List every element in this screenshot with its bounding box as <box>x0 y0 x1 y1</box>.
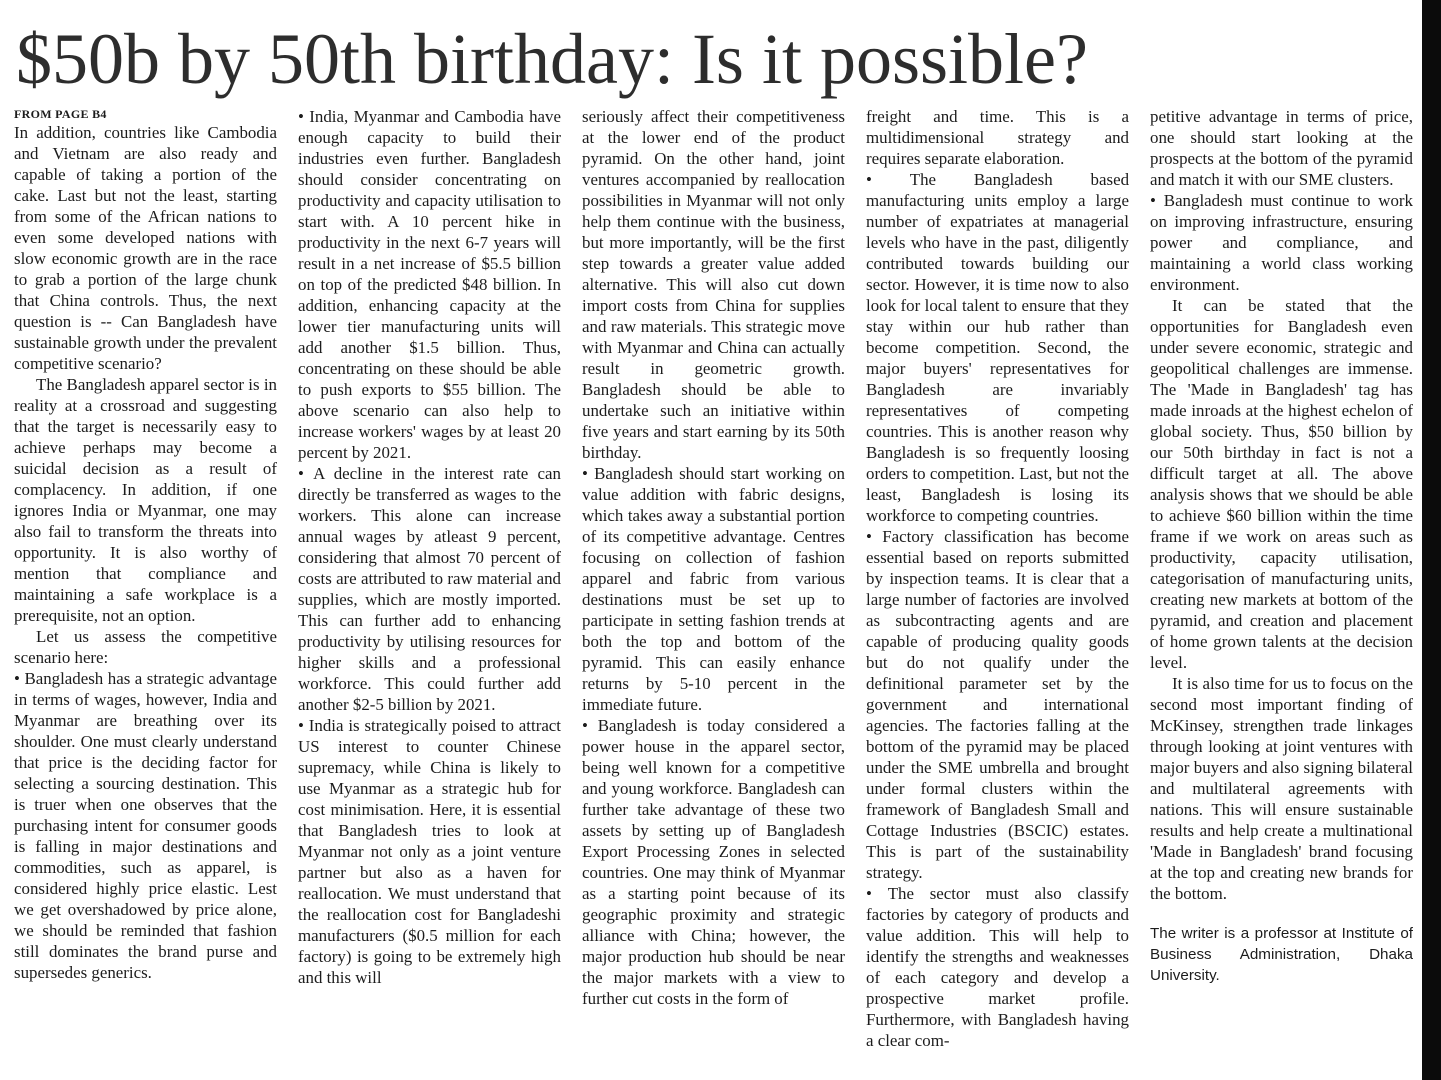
bullet-paragraph: • Bangladesh has a strategic advantage in terms of wages, however, India and Myanmar are breathing over its shoulder. One must clearly understand that price is the deciding factor for selecting a sourcing destination. This is truer when one observes that the purchasing intent for consumer goods is falling in major destinations and commodities, such as apparel, is considered highly price elastic. Lest we get overshadowed by price alone, we should be reminded that fashion still dominates the brand purse and supersedes generics. <box>14 668 277 983</box>
bullet-paragraph: • Bangladesh is today considered a power house in the apparel sector, being well known for a competitive and young workforce. Bangladesh can further take advantage of these two assets by setting up of Bangladesh Export Processing Zones in selected countries. One may think of Myanmar as a starting point because of its geographic proximity and strategic alliance with China; however, the major production hub should be near the major markets with a view to further cut costs in the form of <box>582 715 845 1009</box>
article-paragraph: It is also time for us to focus on the second most important finding of McKinsey, strengthen trade linkages through looking at joint ventures with major buyers and also signing bilateral and multilateral agreements with nations. This will ensure sustainable results and help create a multinational 'Made in Bangladesh' brand focusing at the top and creating new brands for the bottom. <box>1150 674 1413 903</box>
article-column-4 <box>866 106 1129 1051</box>
article-column-3 <box>582 106 845 1009</box>
bullet-paragraph: • India, Myanmar and Cambodia have enough capacity to build their industries even further. Bangladesh should consider concentrating on productivity and capacity utilisation to start with. A 10 percent hike in productivity in the next 6-7 years will result in a net increase of $5.5 billion on top of the predicted $48 billion. In addition, enhancing capacity at the lower tier manufacturing units will add another $1.5 billion. Thus, concentrating on these should be able to push exports to $55 billion. The above scenario can also help to increase workers' wages by at least 20 percent by 2021. <box>298 106 561 463</box>
article-paragraph: Let us assess the competitive scenario here: <box>14 627 277 667</box>
article-paragraph: The Bangladesh apparel sector is in reality at a crossroad and suggesting that the target is necessarily easy to achieve perhaps may become a suicidal decision as a result of complacency. In addition, if one ignores India or Myanmar, one may also fail to transform the threats into opportunity. It is also worthy of mention that compliance and maintaining a safe workplace is a prerequisite, not an option. <box>14 375 277 625</box>
author-byline: The writer is a professor at Institute of Business Administration, Dhaka University. <box>1150 925 1413 984</box>
article-column-1 <box>14 106 277 983</box>
article-paragraph: seriously affect their competitiveness at the lower end of the product pyramid. On the other hand, joint ventures accompanied by reallocation possibilities in Myanmar will not only help them continue with the business, but more importantly, will be the first step towards a greater value added alternative. This will also cut down import costs from China for supplies and raw materials. This strategic move with Myanmar and China can actually result in geometric growth. Bangladesh should be able to undertake such an initiative within five years and start earning by its 50th birthday. <box>582 107 845 462</box>
bullet-paragraph: • Bangladesh must continue to work on improving infrastructure, ensuring power and compliance, and maintaining a world class working environment. <box>1150 190 1413 295</box>
bullet-paragraph: • The sector must also classify factories by category of products and value addition. This will help to identify the strengths and weaknesses of each category and develop a prospective market profile. Furthermore, with Bangladesh having a clear com- <box>866 883 1129 1051</box>
bullet-paragraph: • The Bangladesh based manufacturing units employ a large number of expatriates at managerial levels who have in the past, diligently contributed towards building our sector. However, it is time now to also look for local talent to ensure that they stay within our hub rather than become competition. Second, the major buyers' representatives for Bangladesh are invariably representatives of competing countries. This is another reason why Bangladesh is so frequently loosing orders to competition. Last, but not the least, Bangladesh is losing its workforce to competing countries. <box>866 169 1129 526</box>
bullet-paragraph: • A decline in the interest rate can directly be transferred as wages to the workers. This alone can increase annual wages by atleast 9 percent, considering that almost 70 percent of costs are attributed to raw material and supplies, which are mostly imported. This can further add to enhancing productivity by utilising resources for higher skills and a professional workforce. This could further add another $2-5 billion by 2021. <box>298 463 561 715</box>
continuation-kicker: FROM PAGE B4 <box>14 107 107 121</box>
article-paragraph: freight and time. This is a multidimensional strategy and requires separate elaboration. <box>866 107 1129 168</box>
bullet-paragraph: • India is strategically poised to attract US interest to counter Chinese supremacy, while China is likely to use Myanmar as a strategic hub for cost minimisation. Here, it is essential that Bangladesh tries to look at Myanmar not only as a joint venture partner but also as a haven for reallocation. We must understand that the reallocation cost for Bangladeshi manufacturers ($0.5 million for each factory) is going to be extremely high and this will <box>298 715 561 988</box>
article-column-2 <box>298 106 561 988</box>
page-edge-bar <box>1422 0 1441 1080</box>
bullet-paragraph: • Factory classification has become essential based on reports submitted by inspection teams. It is clear that a large number of factories are involved as subcontracting agents and are capable of producing quality goods but do not qualify under the definitional parameter set by the government and international agencies. The factories falling at the bottom of the pyramid may be placed under the SME umbrella and brought under formal clusters within the framework of Bangladesh Small and Cottage Industries (BSCIC) estates. This is part of the sustainability strategy. <box>866 526 1129 883</box>
article-paragraph: In addition, countries like Cambodia and Vietnam are also ready and capable of taking a portion of the cake. Last but not the least, starting from some of the African nations to even some developed nations with slow economic growth are in the race to grab a portion of the large chunk that China controls. Thus, the next question is -- Can Bangladesh have sustainable growth under the prevalent competitive scenario? <box>14 123 277 373</box>
bullet-paragraph: • Bangladesh should start working on value addition with fabric designs, which takes away a substantial portion of its competitive advantage. Centres focusing on collection of fashion apparel and fabric from various destinations must be set up to participate in setting fashion trends at both the top and bottom of the pyramid. This can easily enhance returns by 5-10 percent in the immediate future. <box>582 463 845 715</box>
article-paragraph: It can be stated that the opportunities for Bangladesh even under severe economic, strategic and geopolitical challenges are immense. The 'Made in Bangladesh' tag has made inroads at the highest echelon of global society. Thus, $50 billion by our 50th birthday in fact is not a difficult target at all. The above analysis shows that we should be able to achieve $60 billion within the time frame if we work on areas such as productivity, capacity utilisation, categorisation of manufacturing units, creating new markets at bottom of the pyramid, and creation and placement of home grown talents at the decision level. <box>1150 296 1413 672</box>
article-headline: $50b by 50th birthday: Is it possible? <box>16 19 1088 99</box>
article-column-5 <box>1150 106 1413 986</box>
article-paragraph: petitive advantage in terms of price, one should start looking at the prospects at the bottom of the pyramid and match it with our SME clusters. <box>1150 107 1413 189</box>
